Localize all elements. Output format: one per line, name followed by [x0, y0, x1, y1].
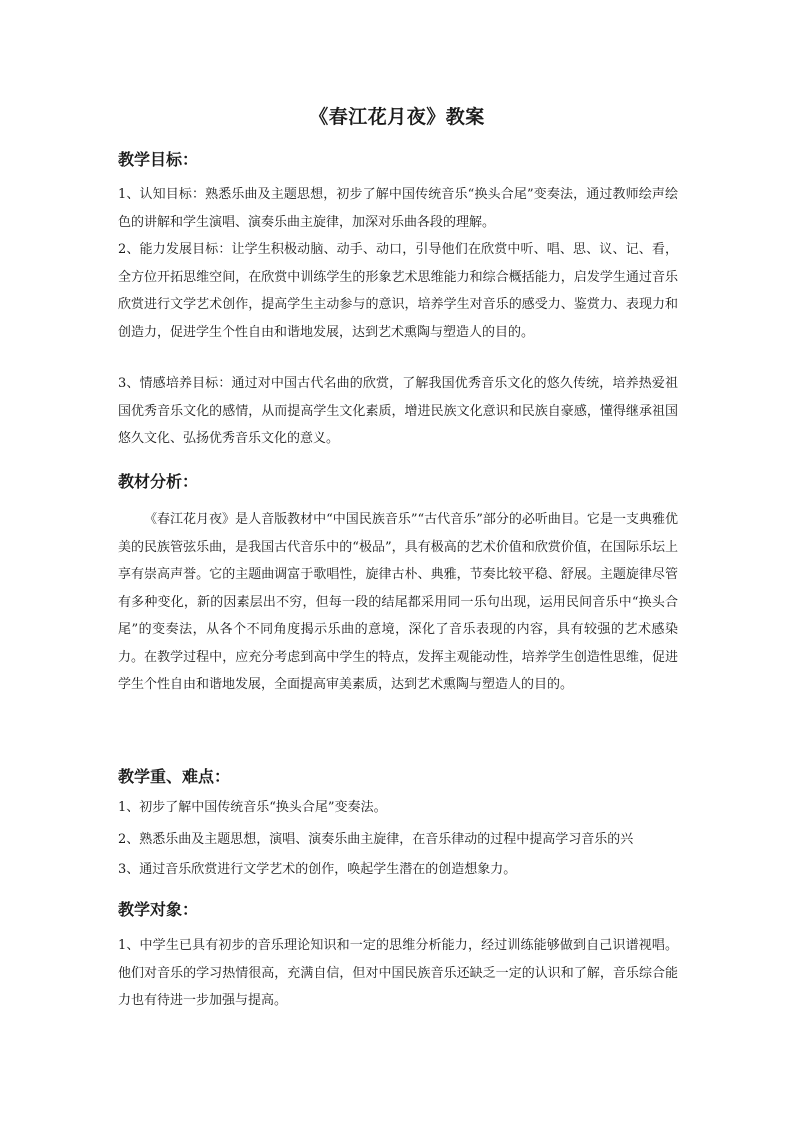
- section-heading-material-analysis: 教材分析：: [118, 472, 199, 491]
- goal-item-cognitive: 1、认知目标：熟悉乐曲及主题思想，初步了解中国传统音乐“换头合尾”变奏法，通过教师绘声绘色的讲解和学生演唱、演奏乐曲主旋律，加深对乐曲各段的理解。: [118, 187, 678, 230]
- section-heading-teaching-goals: 教学目标：: [118, 150, 199, 169]
- key-point-item-3: 3、通过音乐欣赏进行文学艺术的创作，唤起学生潜在的创造想象力。: [118, 862, 517, 877]
- goal-item-emotion: 3、情感培养目标：通过对中国古代名曲的欣赏，了解我国优秀音乐文化的悠久传统，培养热爱祖国优秀音乐文化的感情，从而提高学生文化素质，增进民族文化意识和民族自豪感，懂得继承祖国悠久文化、弘扬优秀音乐文化的意义。: [118, 376, 678, 446]
- key-point-item-1: 1、初步了解中国传统音乐“换头合尾”变奏法。: [118, 800, 387, 815]
- section-heading-key-difficult-points: 教学重、难点：: [118, 767, 231, 786]
- key-point-item-2: 2、熟悉乐曲及主题思想，演唱、演奏乐曲主旋律，在音乐律动的过程中提高学习音乐的兴: [118, 832, 634, 847]
- page-title: 《春江花月夜》教案: [309, 106, 485, 128]
- teaching-target-item-1: 1、中学生已具有初步的音乐理论知识和一定的思维分析能力，经过训练能够做到自己识谱视唱。他们对音乐的学习热情很高，充满自信，但对中国民族音乐还缺乏一定的认识和了解，音乐综合能力也有待进一步加强与提高。: [118, 938, 678, 1008]
- material-analysis-paragraph: 《春江花月夜》是人音版教材中“中国民族音乐”“古代音乐”部分的必听曲目。它是一支典雅优美的民族管弦乐曲，是我国古代音乐中的“极品”，具有极高的艺术价值和欣赏价值，在国际乐坛上享有崇高声誉。它的主题曲调富于歌唱性，旋律古朴、典雅，节奏比较平稳、舒展。主题旋律尽管有多种变化，新的因素层出不穷，但每一段的结尾都采用同一乐句出现，运用民间音乐中“换头合尾”的变奏法，从各个不同角度揭示乐曲的意境，深化了音乐表现的内容，具有较强的艺术感染力。在教学过程中，应充分考虑到高中学生的特点，发挥主观能动性，培养学生创造性思维，促进学生个性自由和谐地发展，全面提高审美素质，达到艺术熏陶与塑造人的目的。: [118, 512, 678, 692]
- section-heading-teaching-targets: 教学对象：: [118, 900, 199, 919]
- goal-item-ability: 2、能力发展目标：让学生积极动脑、动手、动口，引导他们在欣赏中听、唱、思、议、记、看，全方位开拓思维空间，在欣赏中训练学生的形象艺术思维能力和综合概括能力，启发学生通过音乐欣赏进行文学艺术创作，提高学生主动参与的意识，培养学生对音乐的感受力、鉴赏力、表现力和创造力，促进学生个性自由和谐地发展，达到艺术熏陶与塑造人的目的。: [118, 242, 678, 340]
